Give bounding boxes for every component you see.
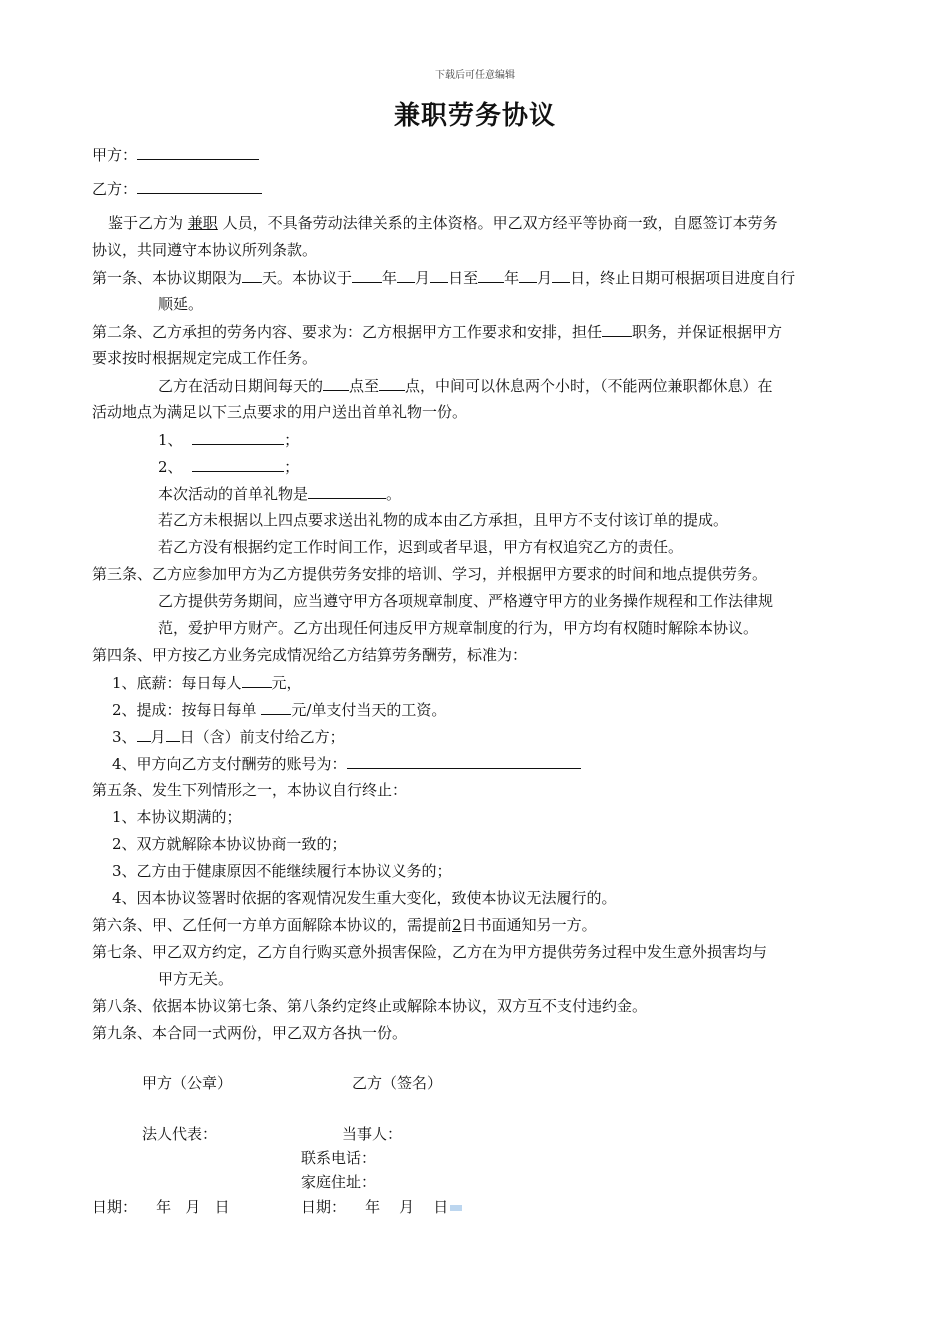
article-3-line1: 第三条、乙方应参加甲方为乙方提供劳务安排的培训、学习，并根据甲方要求的时间和地点提供劳务。	[92, 565, 768, 583]
art4-text: 1、底薪：每日每人	[112, 674, 242, 692]
article-5-item2: 2、双方就解除本协议协商一致的；	[112, 835, 347, 853]
cursor-marker	[450, 1205, 462, 1211]
article-2-line3	[158, 375, 773, 396]
party-b-line	[92, 178, 262, 199]
art1-text: 日，终止日期可根据项目进度自行	[570, 269, 796, 287]
blank[interactable]	[379, 375, 405, 391]
blank[interactable]	[242, 267, 262, 283]
art4-text: 月	[150, 728, 166, 746]
blank[interactable]	[192, 429, 284, 445]
art1-text: 天。本协议于	[262, 269, 353, 287]
late-line: 若乙方没有根据约定工作时间工作，迟到或者早退，甲方有权追究乙方的责任。	[158, 538, 684, 556]
requirement-item-2	[158, 456, 299, 477]
art2-text: 。	[386, 485, 402, 503]
article-3-line2: 乙方提供劳务期间，应当遵守甲方各项规章制度、严格遵守甲方的业务操作规程和工作法律规	[158, 592, 774, 610]
article-1-line1	[92, 267, 795, 288]
art2-text: 本次活动的首单礼物是	[158, 485, 309, 503]
sign-party-b: 乙方（签名）	[352, 1074, 443, 1092]
art4-text: 2、提成：按每日每单	[112, 701, 257, 719]
art2-text: 点，中间可以休息两个小时，（不能两位兼职都休息）在	[405, 377, 773, 395]
article-5-item3: 3、乙方由于健康原因不能继续履行本协议义务的；	[112, 862, 452, 880]
blank[interactable]	[323, 375, 349, 391]
gift-line	[158, 483, 401, 504]
blank[interactable]	[552, 267, 570, 283]
article-3-line3: 范，爱护甲方财产。乙方出现任何违反甲方规章制度的行为，甲方均有权随时解除本协议。	[158, 619, 759, 637]
preamble-text: 鉴于乙方为	[108, 214, 184, 232]
article-4-line1: 第四条、甲方按乙方业务完成情况给乙方结算劳务酬劳，标准为：	[92, 646, 528, 664]
preamble-line1	[108, 213, 778, 233]
article-4-item2	[112, 699, 446, 720]
blank[interactable]	[242, 672, 272, 688]
art1-text: 月	[415, 269, 431, 287]
art2-text: 乙方在活动日期间每天的	[158, 377, 324, 395]
preamble-text: 人员，不具备劳动法律关系的主体资格。甲乙双方经平等协商一致，自愿签订本劳务	[222, 214, 778, 232]
blank[interactable]	[192, 456, 284, 472]
legal-representative-label: 法人代表：	[142, 1125, 218, 1143]
party-a-blank[interactable]	[137, 144, 259, 160]
article-6	[92, 915, 597, 935]
requirement-item-1	[158, 429, 299, 450]
date-party-b: 日期： 年 月 日	[301, 1198, 449, 1216]
article-7-line1: 第七条、甲乙双方约定，乙方自行购买意外损害保险，乙方在为甲方提供劳务过程中发生意外损害均与	[92, 943, 768, 961]
blank[interactable]	[166, 726, 180, 742]
article-5-item4: 4、因本协议签署时依据的客观情况发生重大变化，致使本协议无法履行的。	[112, 889, 617, 907]
party-b-label: 乙方：	[92, 180, 138, 198]
item-number: 1、	[158, 431, 183, 449]
article-1-line2: 顺延。	[158, 295, 204, 313]
art4-text: 元/单支付当天的工资。	[291, 701, 447, 719]
article-5-item1: 1、本协议期满的；	[112, 808, 242, 826]
article-4-item1	[112, 672, 302, 693]
item-end: ；	[284, 431, 300, 449]
blank[interactable]	[308, 483, 386, 499]
document-title: 兼职劳务协议	[393, 101, 556, 131]
art2-text: 第二条、乙方承担的劳务内容、要求为：乙方根据甲方工作要求和安排，担任	[92, 323, 603, 341]
preamble-line2: 协议，共同遵守本协议所列条款。	[92, 241, 318, 259]
account-blank[interactable]	[347, 753, 581, 769]
art4-text: 日（含）前支付给乙方；	[179, 728, 345, 746]
blank[interactable]	[352, 267, 382, 283]
party-a-label: 甲方：	[92, 146, 138, 164]
blank[interactable]	[261, 699, 291, 715]
art4-text: 4、甲方向乙方支付酬劳的账号为：	[112, 755, 347, 773]
art1-text: 年	[382, 269, 398, 287]
article-2-line4: 活动地点为满足以下三点要求的用户送出首单礼物一份。	[92, 403, 468, 421]
art1-text: 月	[537, 269, 553, 287]
art4-text: 3、	[112, 728, 137, 746]
blank[interactable]	[602, 321, 632, 337]
art1-text: 第一条、本协议期限为	[92, 269, 243, 287]
item-end: ；	[284, 458, 300, 476]
article-7-line2: 甲方无关。	[158, 970, 234, 988]
article-5-line1: 第五条、发生下列情形之一，本协议自行终止：	[92, 781, 408, 799]
blank[interactable]	[137, 726, 151, 742]
art4-text: 元，	[271, 674, 302, 692]
blank[interactable]	[430, 267, 448, 283]
preamble-role: 兼职	[187, 214, 218, 232]
cost-line: 若乙方未根据以上四点要求送出礼物的成本由乙方承担，且甲方不支付该订单的提成。	[158, 511, 729, 529]
article-4-item3	[112, 726, 345, 747]
article-8: 第八条、依据本协议第七条、第八条约定终止或解除本协议，双方互不支付违约金。	[92, 997, 648, 1015]
notice-days: 2	[452, 916, 462, 934]
header-note: 下载后可任意编辑	[435, 70, 515, 81]
article-2-line1	[92, 321, 782, 342]
party-b-blank[interactable]	[137, 178, 262, 194]
sign-party-a: 甲方（公章）	[142, 1074, 233, 1092]
art1-text: 日至	[448, 269, 479, 287]
art6-text: 第六条、甲、乙任何一方单方面解除本协议的，需提前	[92, 916, 453, 934]
art6-text: 日书面通知另一方。	[461, 916, 597, 934]
article-9: 第九条、本合同一式两份，甲乙双方各执一份。	[92, 1024, 408, 1042]
item-number: 2、	[158, 458, 183, 476]
address-label: 家庭住址：	[301, 1173, 377, 1191]
article-2-line2: 要求按时根据规定完成工作任务。	[92, 349, 318, 367]
phone-label: 联系电话：	[301, 1149, 377, 1167]
article-4-item4	[112, 753, 581, 774]
art2-text: 职务，并保证根据甲方	[632, 323, 783, 341]
art1-text: 年	[504, 269, 520, 287]
art2-text: 点至	[349, 377, 380, 395]
party-label: 当事人：	[342, 1125, 403, 1143]
date-party-a: 日期： 年 月 日	[92, 1198, 230, 1216]
blank[interactable]	[397, 267, 415, 283]
party-a-line	[92, 144, 259, 165]
blank[interactable]	[519, 267, 537, 283]
blank[interactable]	[478, 267, 504, 283]
